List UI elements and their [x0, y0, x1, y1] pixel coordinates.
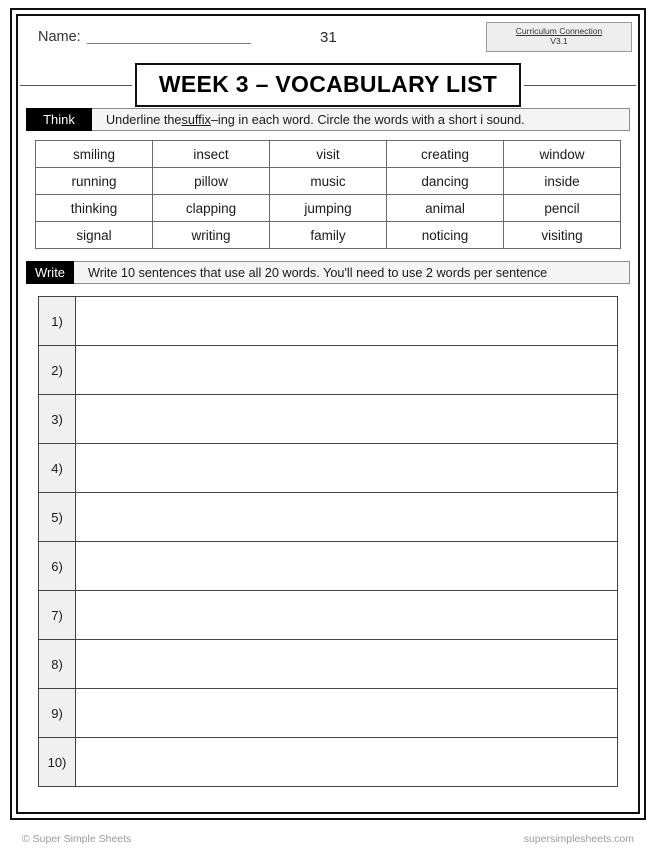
sentence-number: 1) [39, 297, 76, 346]
sentence-answer-field[interactable] [76, 395, 618, 444]
sentence-number: 10) [39, 738, 76, 787]
sentence-number: 8) [39, 640, 76, 689]
title-rule-left [20, 85, 132, 86]
list-item [39, 444, 618, 493]
vocab-word-cell[interactable]: smiling [36, 141, 153, 168]
vocab-word-cell[interactable]: writing [153, 222, 270, 249]
sentence-number: 6) [39, 542, 76, 591]
list-item [39, 395, 618, 444]
write-instruction-text: Write 10 sentences that use all 20 words. You'll need to use 2 words per sentence [74, 261, 630, 284]
curriculum-version-label: V3.1 [550, 36, 568, 46]
sentence-answer-field[interactable] [76, 346, 618, 395]
list-item [39, 640, 618, 689]
vocab-word-cell[interactable]: insect [153, 141, 270, 168]
name-input-line[interactable] [87, 43, 251, 44]
worksheet-page-border-outer [10, 8, 646, 820]
table-row [36, 195, 621, 222]
vocab-word-cell[interactable]: window [504, 141, 621, 168]
list-item [39, 493, 618, 542]
vocab-word-cell[interactable]: visit [270, 141, 387, 168]
page-title: WEEK 3 – VOCABULARY LIST [135, 63, 521, 107]
name-field-group [38, 30, 251, 45]
table-row [36, 141, 621, 168]
vocab-word-cell[interactable]: inside [504, 168, 621, 195]
title-banner [18, 62, 638, 108]
worksheet-header [18, 16, 638, 62]
think-instruction-underlined-word: suffix [181, 112, 211, 127]
vocab-word-cell[interactable]: clapping [153, 195, 270, 222]
write-section-tag: Write [26, 261, 74, 284]
vocab-word-cell[interactable]: noticing [387, 222, 504, 249]
vocabulary-table [35, 140, 621, 249]
think-instruction-suffix: –ing in each word. Circle the words with a short i sound. [210, 112, 525, 127]
vocab-word-cell[interactable]: pencil [504, 195, 621, 222]
vocab-word-cell[interactable]: running [36, 168, 153, 195]
table-row [36, 168, 621, 195]
vocab-word-cell[interactable]: jumping [270, 195, 387, 222]
worksheet-footer [10, 830, 646, 848]
sentence-number: 5) [39, 493, 76, 542]
vocab-word-cell[interactable]: family [270, 222, 387, 249]
sentence-answer-area [38, 296, 618, 787]
think-instruction-prefix: Underline the [106, 112, 182, 127]
sentence-answer-field[interactable] [76, 297, 618, 346]
vocab-word-cell[interactable]: visiting [504, 222, 621, 249]
think-instruction-text [92, 108, 630, 131]
name-label: Name: [38, 29, 81, 45]
sentence-number: 2) [39, 346, 76, 395]
list-item [39, 542, 618, 591]
list-item [39, 591, 618, 640]
sentence-answer-field[interactable] [76, 444, 618, 493]
page-number: 31 [320, 29, 337, 46]
sentence-answer-field[interactable] [76, 738, 618, 787]
list-item [39, 738, 618, 787]
worksheet-page [16, 14, 640, 814]
write-instruction-bar [26, 261, 630, 284]
sentence-answer-field[interactable] [76, 689, 618, 738]
vocab-word-cell[interactable]: dancing [387, 168, 504, 195]
sentence-answer-field[interactable] [76, 542, 618, 591]
sentence-number: 3) [39, 395, 76, 444]
vocab-word-cell[interactable]: animal [387, 195, 504, 222]
vocab-word-cell[interactable]: signal [36, 222, 153, 249]
sentence-number: 4) [39, 444, 76, 493]
vocab-word-cell[interactable]: creating [387, 141, 504, 168]
sentence-number: 7) [39, 591, 76, 640]
vocab-word-cell[interactable]: music [270, 168, 387, 195]
footer-website[interactable]: supersimplesheets.com [523, 833, 634, 845]
table-row [36, 222, 621, 249]
vocabulary-table-wrapper [35, 140, 621, 249]
sentence-answer-field[interactable] [76, 493, 618, 542]
sentence-table [38, 296, 618, 787]
curriculum-connection-label: Curriculum Connection [515, 26, 603, 37]
vocab-word-cell[interactable]: thinking [36, 195, 153, 222]
sentence-answer-field[interactable] [76, 591, 618, 640]
sentence-number: 9) [39, 689, 76, 738]
vocab-word-cell[interactable]: pillow [153, 168, 270, 195]
list-item [39, 297, 618, 346]
think-section-tag: Think [26, 108, 92, 131]
sentence-answer-field[interactable] [76, 640, 618, 689]
curriculum-connection-badge [486, 22, 632, 52]
footer-copyright: © Super Simple Sheets [22, 833, 132, 845]
think-instruction-bar [26, 108, 630, 131]
title-rule-right [524, 85, 636, 86]
list-item [39, 346, 618, 395]
list-item [39, 689, 618, 738]
